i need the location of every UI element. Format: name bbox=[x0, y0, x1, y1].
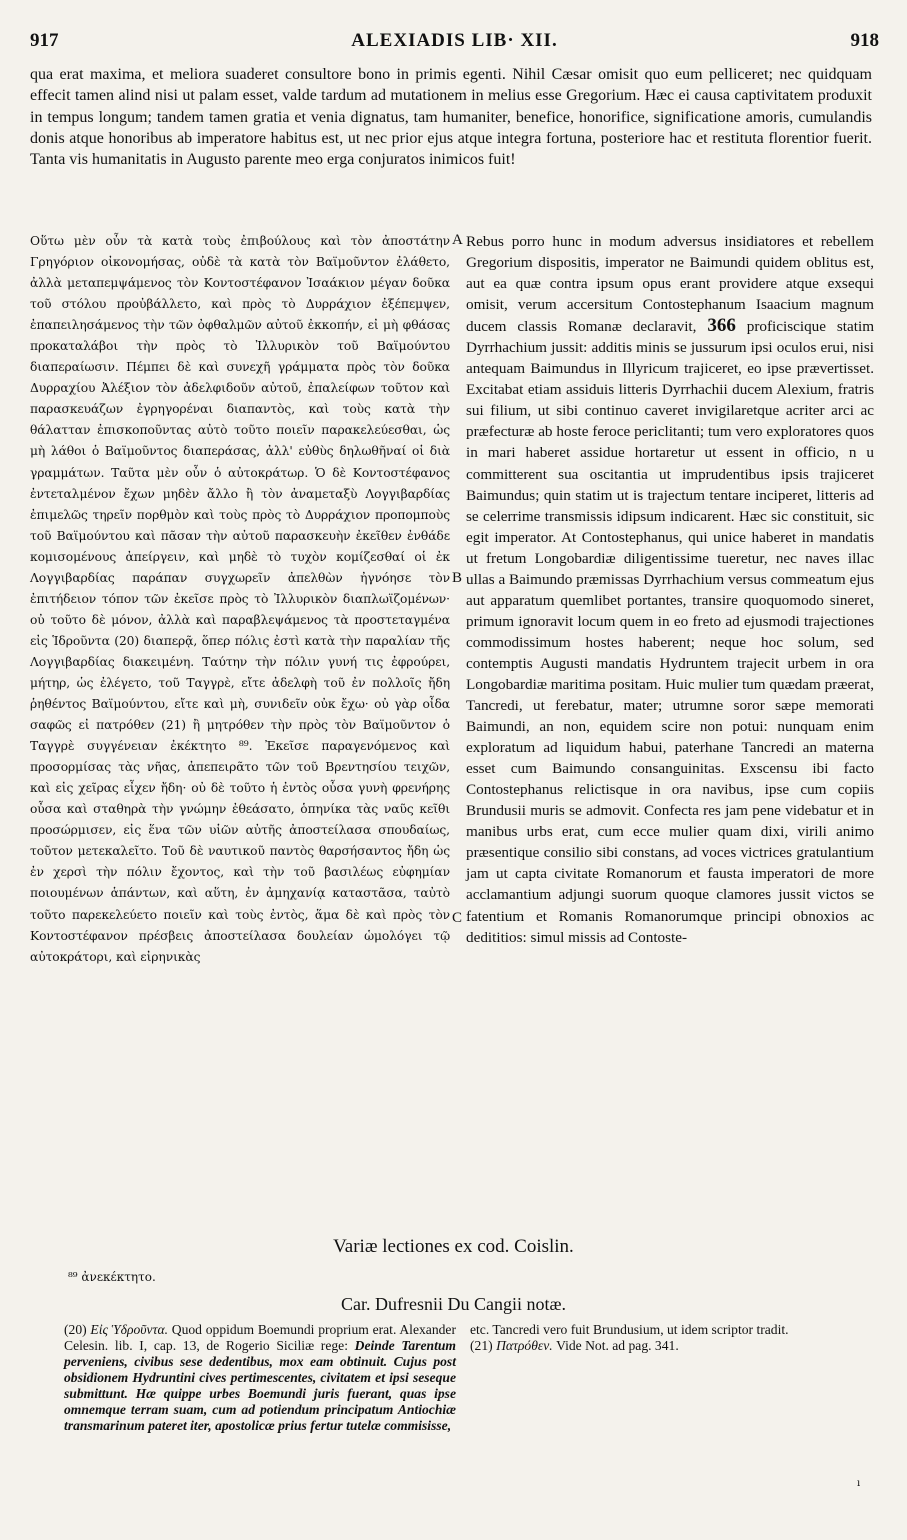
latin-column bbox=[466, 231, 874, 948]
margin-letter-a: A bbox=[452, 232, 463, 248]
greek-text-part-2: Ὁ δὲ Κοντοστέφανος ἐντεταλμένον ἔχων μηδὲν ἄλλο ἢ τὸν ἀναμεταξὺ Λογγιβαρδίας ἐπιμελῶς τηρεῖν πορθμὸν καὶ τοὺς πρὸς τὸ Δυρράχιον προπομποὺς τοῦ Βαϊμούντου καὶ πᾶσαν τὴν αὐτοῦ παρασκευὴν ἐκεῖθεν ἐνθάδε κομισομένους ἀπείργειν, καὶ μηδὲ τὸ τυχὸν κομίζεσθαί οἱ ἐκ Λογγιβαρδίας παράπαν συγχωρεῖν ἀπελθὼν ἠγνόησε τὸν ἐπιτήδειον τόπον τῶν ἐκεῖσε πρὸς τὸ Ἰλλυρικὸν διαπλωϊζομένων· οὐ τοῦτο δὲ μόνον, ἀλλὰ καὶ παραβλεψάμενος τὰ προστεταγμένα εἰς Ἱδροῦντα (20) διαπερᾷ, ὅπερ πόλις ἐστὶ κατὰ τὴν παραλίαν τῆς Λογγιβαρδίας διακειμένη. Ταύτην τὴν πόλιν γυνή τις ἐφρούρει, μήτηρ, ὡς ἐλέγετο, τοῦ Ταγγρὲ, εἴτε ἀδελφὴ τοῦ ἐν πολλοῖς ἤδη ῥηθέντος Βαϊμούντου, εἴτε καὶ μὴ, συνιδεῖν οὐκ ἔχω· οὐ γὰρ οἶδα σαφῶς εἰ πατρόθεν (21) ἢ μητρόθεν τὴν πρὸς τὸν Βαϊμοῦντον ὁ Ταγγρὲ συγγένειαν ἐκέκτητο ⁸⁹. bbox=[30, 465, 451, 754]
note-21-text: Vide Not. ad pag. 341. bbox=[556, 1338, 679, 1353]
inline-page-marker: 366 bbox=[707, 315, 736, 337]
greek-text-part-3: Ἐκεῖσε παραγενόμενος καὶ προσορμίσας τὰς νῆας, ἀπεπειρᾶτο τῶν τοῦ Βρεντησίου τειχῶν, καὶ εἰς χεῖρας εἶχεν ἤδη· οὐ δὲ τοῦτο ἡ ἐντὸς οὖσα γυνὴ φρενήρης οὖσα καὶ σταθηρὰ τὴν γνώμην ἐθεάσατο, ὁπηνίκα τὰς ναῦς κεῖθι προσώρμισεν, εἰς ἕνα τῶν υἱῶν αὐτῆς ἀποστείλασα σπουδαίως, τοῦτον μετεκαλεῖτο. Τοῦ δὲ ναυτικοῦ παντὸς θαρσήσαντος ἤδη ὡς ἐν χερσὶ τὴν πόλιν ἔχοντος, καὶ τὴν τοῦ βασιλέως εὐφημίαν ποιουμένων ἁπάντων, καὶ αὕτη, ἐν ἀμηχανίᾳ καταστᾶσα, ταὐτὸ τοῦτο παρεκελεύετο ποιεῖν καὶ τοὺς ἐντὸς, ἅμα δὲ καὶ πρὸς τὸν Κοντοστέφανον πρέσβεις ἀποστείλασα δουλείαν ὡμολόγει τῷ αὐτοκράτορι, καὶ εἰρηνικὰς bbox=[30, 739, 450, 964]
note-20-continuation: etc. Tancredi vero fuit Brundusium, ut idem scriptor tradit. bbox=[470, 1322, 789, 1337]
margin-letter-c: C bbox=[452, 910, 463, 926]
intro-paragraph: qua erat maxima, et meliora suaderet consultore bono in primis egenti. Nihil Cæsar omisit quo eum pelliceret; nec quidquam effecit tamen alind nisi ut palam esset, valde tardum ad mutationem in melius esse Gregorium. Hæc ei causa captivitatem produxit in tempus longum; tandem tamen gratia et venia dignatus, tam humaniter, benefice, honorifice, significatione amoris, cumulandis donis atque honoribus ab imperatore habitus est, ut nec prior ejus atque integra fortuna, posteriore hac et restituta florentior fuerit. Tanta vis humanitatis in Augusto parente meo erga conjuratos inimicos fuit! bbox=[30, 66, 872, 169]
left-page-number: 917 bbox=[30, 30, 59, 51]
latin-text-part-2: proficiscique statim Dyrrhachium jussit: additis minis se jussurum ipsi oculos erui, nisi antequam Baimundus in Illyricum trajiceret, eo ipse prævertisset. Excitabat etiam assiduis litteris Dyrrhachii ducem Alexium, fratris sui filium, ut sibi continuo caveret invigilaretque acriter arci ac præfecturæ ab hoste feroce periclitanti; tum vero exploratores quos in mari haberet assidue hortaretur ut essent in officio, n u committerent sua oscitantia ut imprudentibus ipsis trajiceret Baimundus; quin statim ut is trajectum tentare inciperet, litteris ad se celerrime transmissis idipsum indicarent. Hæc sic constituit, sic egit imperator. At Contostephanus, qui unice haberet in mandatis ut fretum Longobardiæ diligentissime tueretur, nec naves illac ullas a Baimundo præmissas Dyrrhachium versus commeatum ejus aut apparatum quemlibet portantes, transire quoquomodo sineret, primum ignoravit locum quem in eo freto ad ejusmodi trajectiones commodissimum hostes haberent; neque hoc solum, sed contemptis Augusti mandatis Hydruntem trajecit urbem in ora Longobardiæ maritima positam. Huic mulier tum quædam præerat, Tancredi, ut ferebatur, mater; utrumne soror sæpe memorati Baimundi, an non, equidem scire non potui: nunquam enim exploratum ad liquidum habui, paterhane Tancredi an materna esset cum Baimundo consanguinitas. Exscensu ibi facto Contostephanus relictisque in ora navibus, ipse cum copiis Brundusii muris se admovit. Confecta res jam pene videbatur et in manibus urbs erat, cum ecce mulier quam dixi, virili animo præsentique consilio sibi constans, ad voces victrices gratulantium jam ut capta civitate Romanorum et fausta imperatori de more acclamantium adjungi suorum quoque clamores jussit victos se fatentium et Romanis Romanorumque principi obnoxios ac dedititios: simul missis ad Contoste- bbox=[466, 318, 875, 946]
note-21-label: (21) bbox=[470, 1338, 493, 1353]
page-header bbox=[30, 30, 879, 54]
stray-mark: ı bbox=[857, 1478, 861, 1489]
latin-text-part-1: Rebus porro hunc in modum adversus insidiatores et rebellem Gregorium dispositis, imperator ne Baimundi quidem oblitus est, aut ea quæ contra ipsum opus erant providere atque exsequi omisit, verum accersitum Contostephanum Isaacium magnum ducem classis Romanæ declaravit, bbox=[466, 233, 874, 336]
note-20-label: (20) bbox=[64, 1322, 87, 1337]
note-20-greek: Εἰς Ὑδροῦντα. bbox=[90, 1322, 168, 1337]
note-20-text: Quod oppidum Boemundi proprium erat. Alexander Celesin. lib. I, cap. 13, de Rogerio Siciliæ rege: bbox=[64, 1322, 456, 1353]
greek-column bbox=[30, 231, 450, 968]
right-page-number: 918 bbox=[850, 30, 879, 51]
variant-readings-heading: Variæ lectiones ex cod. Coislin. bbox=[333, 1236, 574, 1257]
note-20-quote: Deinde Tarentum perveniens, civibus sese dedentibus, mox eam obtinuit. Cujus post obsidionem Hydruntini cives pertimescentes, civitatem et ipsi seseque submittunt. Hæ quippe urbes Boemundi juris fuerant, quas ipse omnemque terram suam, cum ad potiendum principatum Antiochiæ transmarinum pateret iter, apostolicæ prius fertur tutelæ commisisse, bbox=[64, 1338, 456, 1433]
variant-reading-note: ⁸⁹ ἀνεκέκτητο. bbox=[68, 1270, 156, 1284]
note-21-greek: Πατρόθεν. bbox=[496, 1338, 553, 1353]
note-20-left bbox=[64, 1322, 456, 1434]
notes-right bbox=[470, 1322, 874, 1354]
greek-text-part-1: Οὕτω μὲν οὖν τὰ κατὰ τοὺς ἐπιβούλους καὶ τὸν ἀποστάτην Γρηγόριον οἰκονομήσας, οὐδὲ τὰ κατὰ τὸν Βαϊμοῦντον ἐλάθετο, ἀλλὰ μεταπεμψάμενος τὸν Κοντοστέφανον Ἰσαάκιον μέγαν δοῦκα τοῦ στόλου προὐβάλλετο, καὶ πρὸς τὸ Δυρράχιον ἐξέπεμψεν, ἐπαπειλησάμενος τὴν τῶν ὀφθαλμῶν αὐτοῦ ἐκκοπήν, εἰ μὴ φθάσας προκαταλάβοι τὴν πρὸς τὸ Ἰλλυρικὸν τοῦ Βαϊμούντου διαπεραίωσιν. Πέμπει δὲ καὶ συνεχῆ γράμματα πρὸς τὸν δοῦκα Δυρραχίου Ἀλέξιον τὸν ἀδελφιδοῦν αὐτοῦ, ἐπαλείφων τοῦτον καὶ παρασκευάζων ἐγρηγορέναι διαπαντὸς, καὶ τοὺς κατὰ τὴν θάλατταν ἐπισκοποῦντας αὐτὸ τοῦτο ποιεῖν παρακελεύεσθαι, ὡς μὴ λάθοι ὁ Βαϊμοῦντος διαπεράσας, ἀλλ' εὐθὺς δηλωθῆναί οἱ διὰ γραμμάτων. Ταῦτα μὲν οὖν ὁ αὐτοκράτωρ. bbox=[30, 234, 450, 480]
notes-heading: Car. Dufresnii Du Cangii notæ. bbox=[341, 1294, 566, 1314]
margin-letter-b: B bbox=[452, 570, 463, 586]
note-21 bbox=[470, 1338, 874, 1354]
running-title: ALEXIADIS LIB· XII. bbox=[351, 30, 558, 51]
